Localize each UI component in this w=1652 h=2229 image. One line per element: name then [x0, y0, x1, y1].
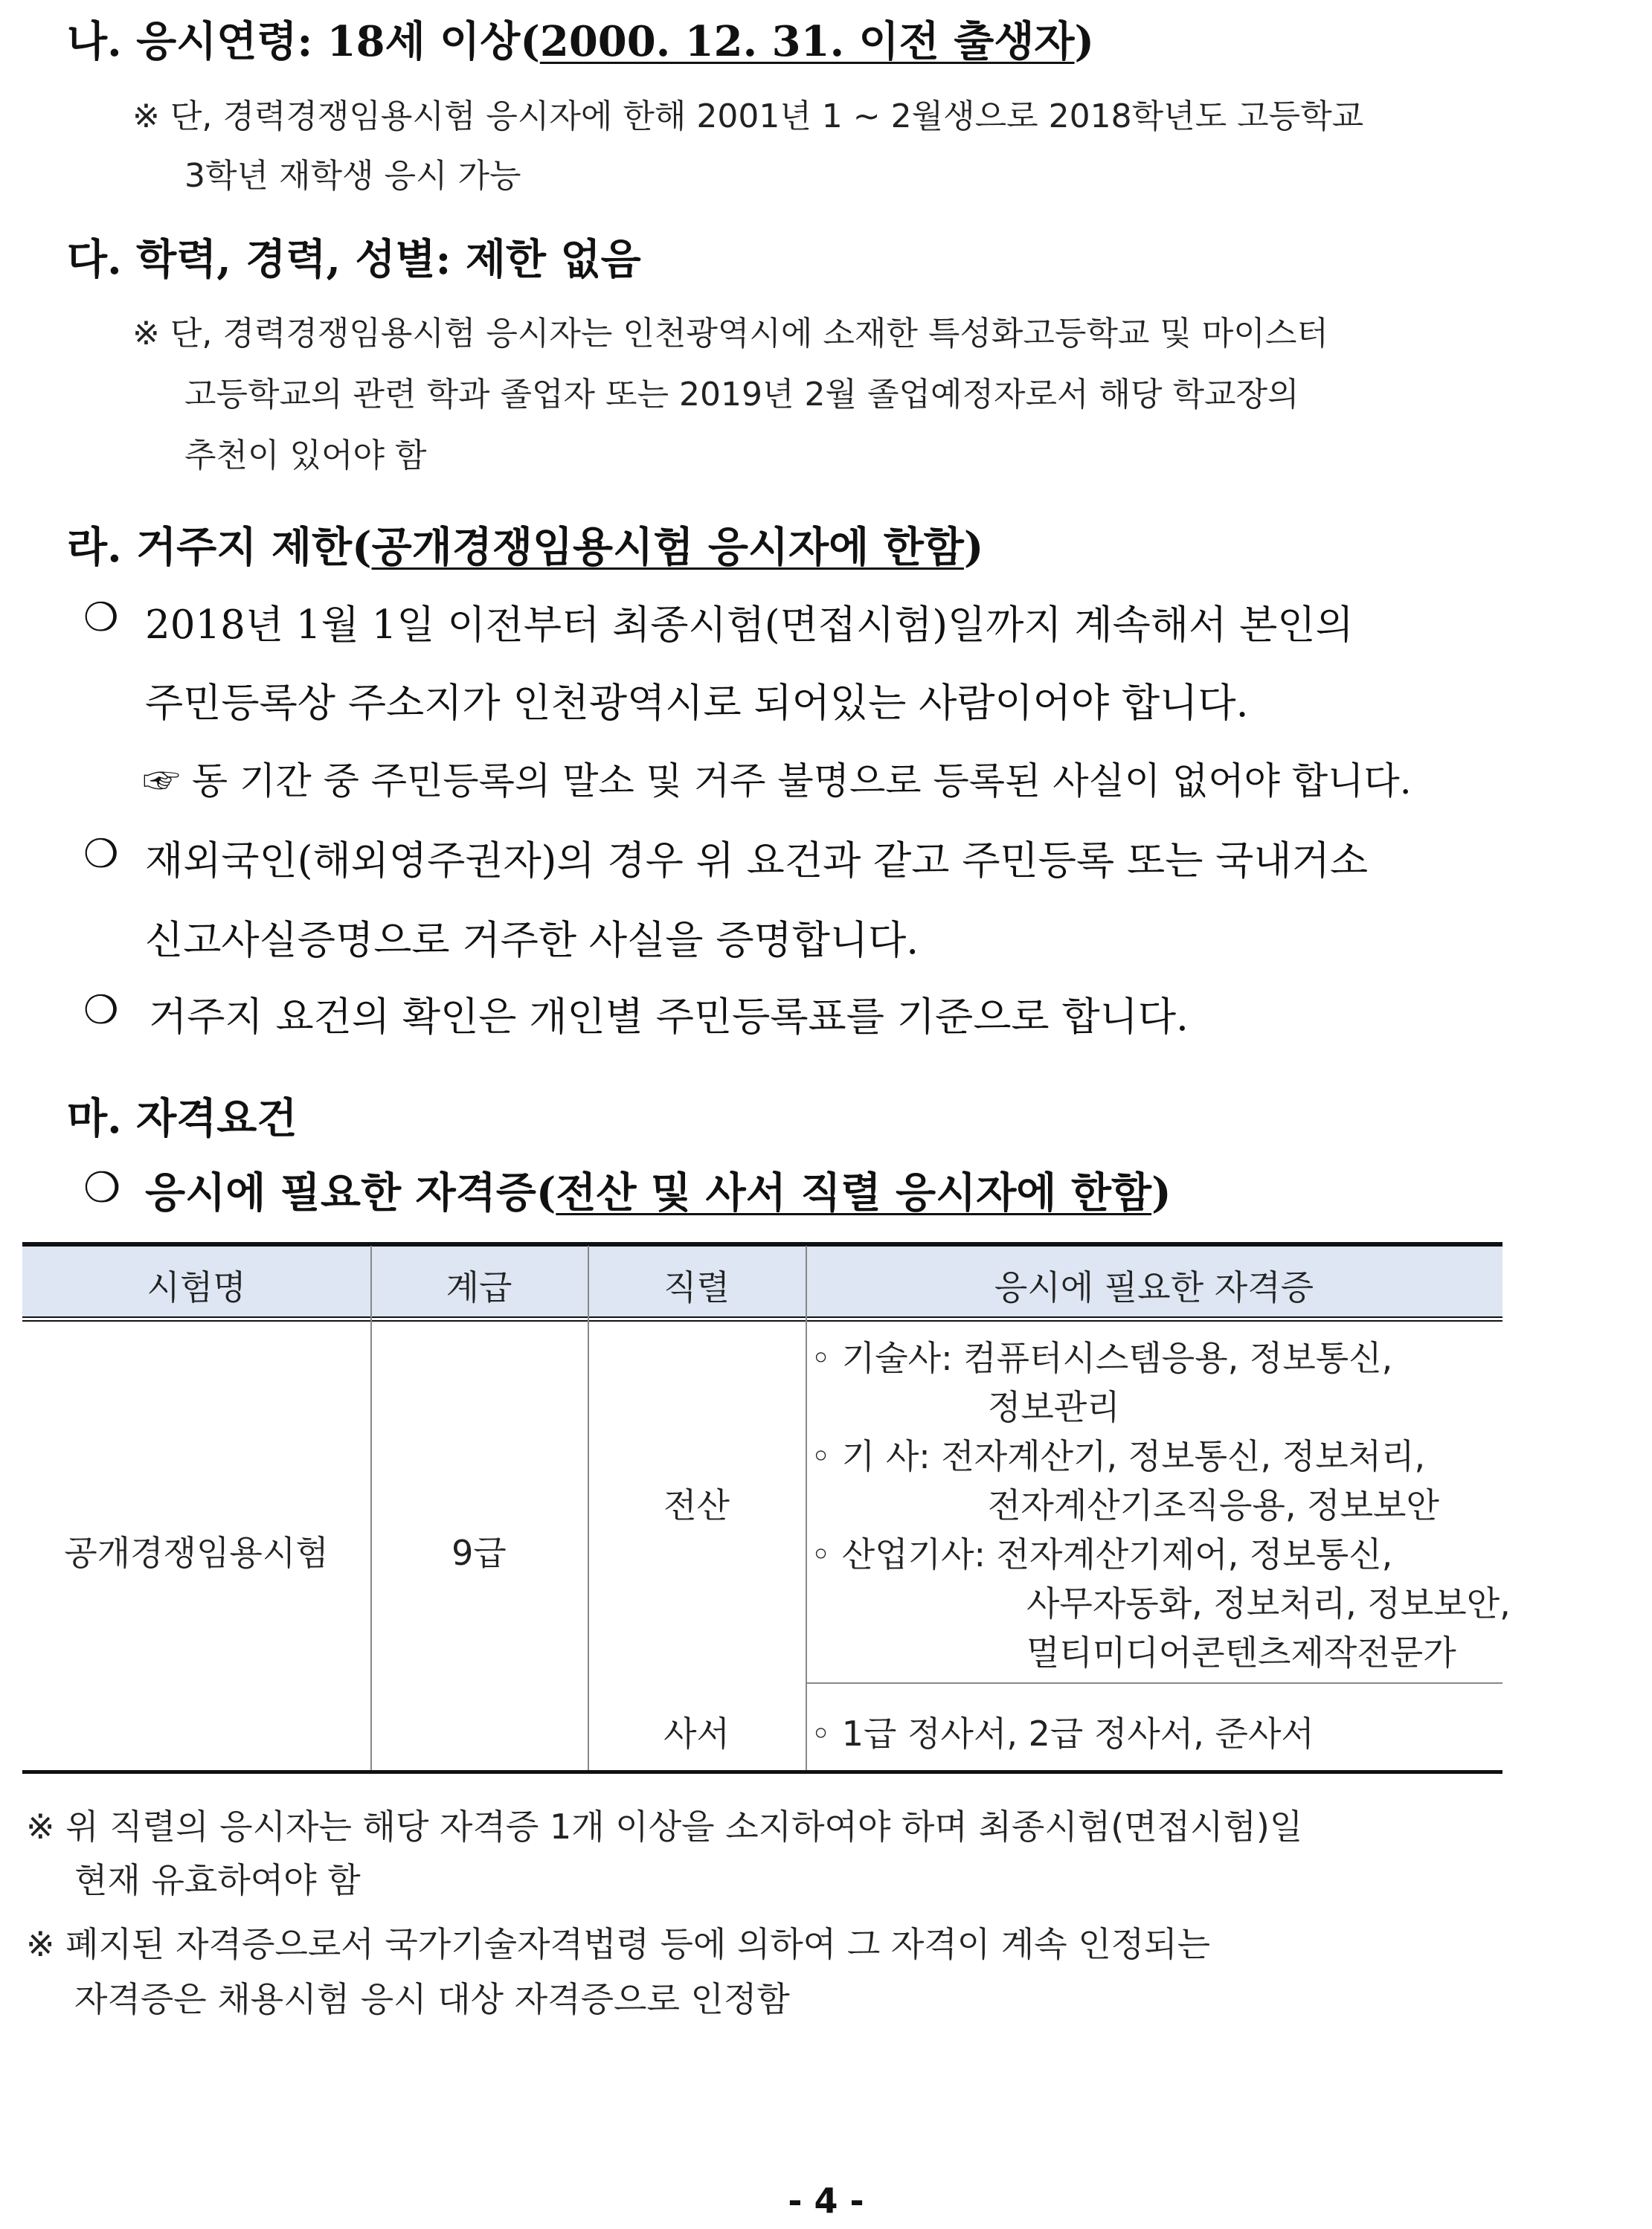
- section-ma-subheading: 응시에 필요한 자격증(전산 및 사서 직렬 응시자에 한함): [145, 1168, 1171, 1218]
- bullet-icon: ❍: [83, 832, 119, 877]
- section-ra-item2-line2: 신고사실증명으로 거주한 사실을 증명합니다.: [145, 918, 919, 963]
- table-cell-cert-line: ◦ 기 사: 전자계산기, 정보통신, 정보처리,: [811, 1436, 1426, 1476]
- table-top-border: [22, 1242, 1502, 1247]
- table-column-divider: [370, 1246, 372, 1770]
- footnote-2-line2: 자격증은 채용시험 응시 대상 자격증으로 인정함: [74, 1979, 790, 2019]
- table-cell-cert-line: 사무자동화, 정보처리, 정보보안,: [1026, 1583, 1511, 1624]
- table-cell-series: 사서: [663, 1714, 730, 1754]
- table-row-divider: [806, 1682, 1502, 1684]
- table-bottom-border: [22, 1770, 1502, 1774]
- footnote-1-line1: ※ 위 직렬의 응시자는 해당 자격증 1개 이상을 소지하여야 하며 최종시험(면접시험)일: [26, 1807, 1303, 1847]
- table-cell-exam-name: 공개경쟁임용시험: [64, 1533, 329, 1573]
- table-header-divider: [22, 1320, 1502, 1322]
- table-header-cell: 계급: [446, 1267, 512, 1308]
- section-na-heading: 나. 응시연령: 18세 이상(2000. 12. 31. 이전 출생자): [67, 17, 1095, 66]
- footnote-1-line2: 현재 유효하여야 함: [74, 1860, 361, 1900]
- bullet-icon: ❍: [83, 988, 119, 1033]
- section-da-note-line3: 추천이 있어야 함: [184, 437, 427, 475]
- bullet-icon: ❍: [83, 595, 119, 640]
- table-cell-cert-line: 멀티미디어콘텐츠제작전문가: [1026, 1633, 1456, 1673]
- table-cell-cert-line: 전자계산기조직응용, 정보보안: [988, 1485, 1439, 1525]
- table-column-divider: [806, 1246, 807, 1770]
- page-number: - 4 -: [788, 2181, 864, 2221]
- table-header-cell: 직렬: [663, 1267, 730, 1308]
- table-cell-cert-line: ◦ 1급 정사서, 2급 정사서, 준사서: [811, 1714, 1314, 1754]
- section-ra-item1-line2: 주민등록상 주소지가 인천광역시로 되어있는 사람이어야 합니다.: [145, 681, 1249, 726]
- section-ra-item3: 거주지 요건의 확인은 개인별 주민등록표를 기준으로 합니다.: [149, 994, 1189, 1040]
- table-cell-series: 전산: [663, 1485, 730, 1525]
- table-cell-grade: 9급: [451, 1533, 507, 1573]
- section-da-heading: 다. 학력, 경력, 성별: 제한 없음: [67, 235, 641, 284]
- section-ma-heading: 마. 자격요건: [67, 1094, 298, 1143]
- section-na-note-line1: ※ 단, 경력경쟁임용시험 응시자에 한해 2001년 1 ~ 2월생으로 2018학년도 고등학교: [132, 97, 1364, 135]
- section-ra-heading: 라. 거주지 제한(공개경쟁임용시험 응시자에 한함): [67, 523, 984, 572]
- section-da-note-line2: 고등학교의 관련 학과 졸업자 또는 2019년 2월 졸업예정자로서 해당 학교장의: [184, 376, 1299, 414]
- section-da-note-line1: ※ 단, 경력경쟁임용시험 응시자는 인천광역시에 소재한 특성화고등학교 및 마이스터: [132, 315, 1328, 353]
- section-ra-item1-line1: 2018년 1월 1일 이전부터 최종시험(면접시험)일까지 계속해서 본인의: [145, 602, 1354, 648]
- section-ra-item1-note: ☞ 동 기간 중 주민등록의 말소 및 거주 불명으로 등록된 사실이 없어야 합니다.: [143, 759, 1412, 802]
- bullet-icon: ❍: [83, 1164, 121, 1212]
- section-ra-item2-line1: 재외국인(해외영주권자)의 경우 위 요건과 같고 주민등록 또는 국내거소: [145, 838, 1369, 884]
- table-cell-cert-line: 정보관리: [988, 1387, 1120, 1427]
- footnote-2-line1: ※ 폐지된 자격증으로서 국가기술자격법령 등에 의하여 그 자격이 계속 인정되는: [26, 1924, 1211, 1964]
- table-header-divider: [22, 1316, 1502, 1318]
- table-header-cell: 시험명: [147, 1267, 246, 1308]
- table-cell-cert-line: ◦ 기술사: 컴퓨터시스템응용, 정보통신,: [811, 1338, 1393, 1378]
- section-na-note-line2: 3학년 재학생 응시 가능: [184, 157, 521, 195]
- table-cell-cert-line: ◦ 산업기사: 전자계산기제어, 정보통신,: [811, 1534, 1393, 1575]
- table-header-cell: 응시에 필요한 자격증: [994, 1267, 1314, 1308]
